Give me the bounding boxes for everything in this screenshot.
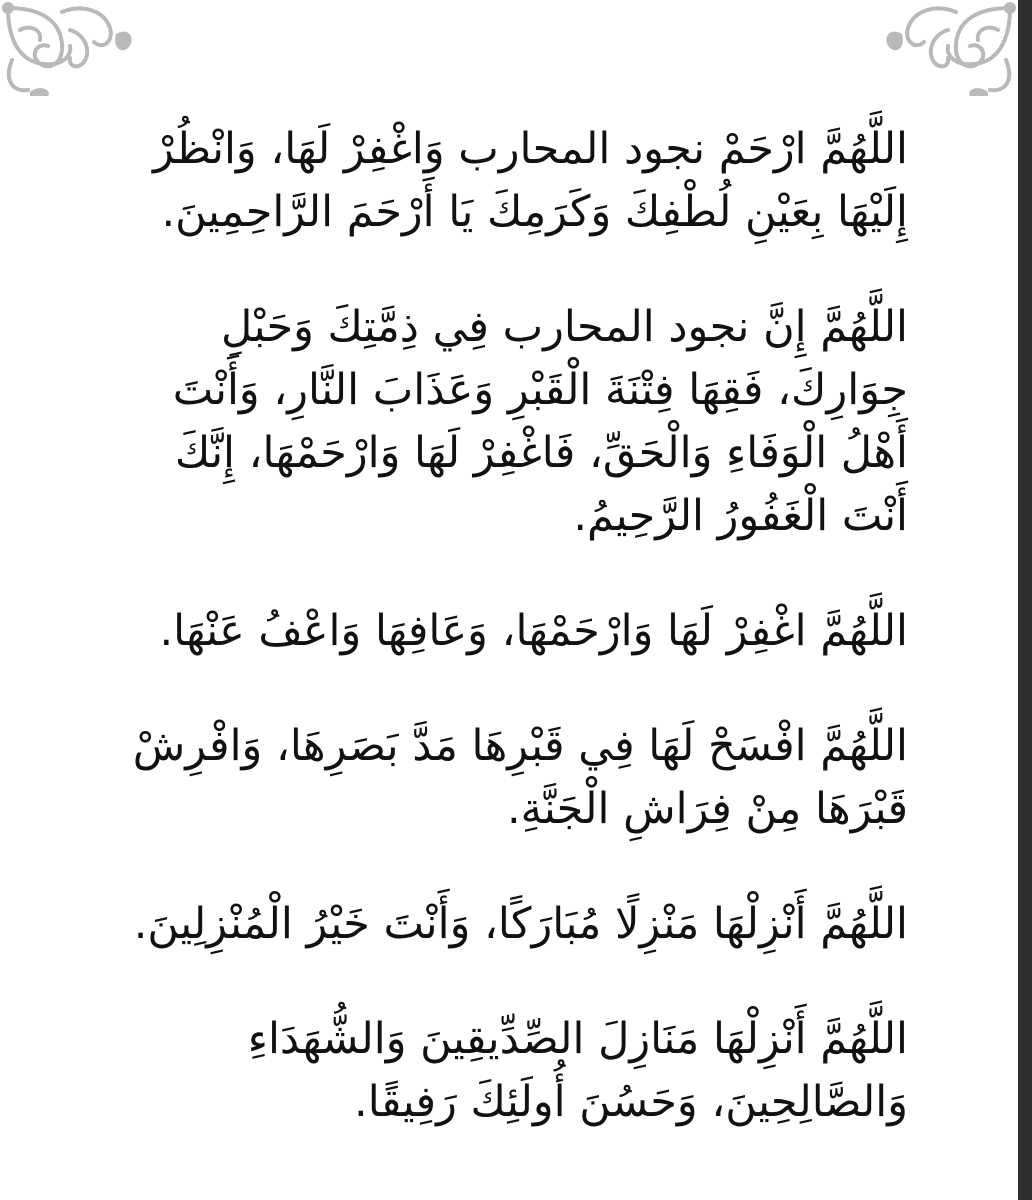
prayer-paragraph-2: اللَّهُمَّ إِنَّ نجود المحارب فِي ذِمَّتِكَ وَحَبْلِ جِوَارِكَ، فَقِهَا فِتْنَةَ الْقَبْرِ وَعَذَابَ النَّارِ، وَأَنْتَ أَهْلُ الْوَفَاءِ وَالْحَقِّ، فَاغْفِرْ لَهَا وَارْحَمْهَا، إِنَّكَ أَنْتَ الْغَفُورُ الرَّحِيمُ. <box>172 302 908 541</box>
page-frame-edge <box>1018 0 1032 1200</box>
prayer-paragraph-3: اللَّهُمَّ اغْفِرْ لَهَا وَارْحَمْهَا، وَعَافِهَا وَاعْفُ عَنْهَا. <box>159 606 908 656</box>
floral-corner-ornament-icon <box>0 0 140 96</box>
prayer-paragraph-5: اللَّهُمَّ أَنْزِلْهَا مَنْزِلًا مُبَارَكًا، وَأَنْتَ خَيْرُ الْمُنْزِلِينَ. <box>133 899 908 949</box>
floral-corner-ornament-icon <box>878 0 1018 96</box>
prayer-text-body <box>130 118 908 1186</box>
prayer-paragraph-4: اللَّهُمَّ افْسَحْ لَهَا فِي قَبْرِهَا مَدَّ بَصَرِهَا، وَافْرِشْ قَبْرَهَا مِنْ فِرَاشِ الْجَنَّةِ. <box>132 721 908 834</box>
prayer-paragraph-6: اللَّهُمَّ أَنْزِلْهَا مَنَازِلَ الصِّدِّيقِينَ وَالشُّهَدَاءِ وَالصَّالِحِينَ، وَحَسُنَ أُولَئِكَ رَفِيقًا. <box>247 1014 908 1127</box>
prayer-paragraph-1: اللَّهُمَّ ارْحَمْ نجود المحارب وَاغْفِرْ لَهَا، وَانْظُرْ إِلَيْهَا بِعَيْنِ لُطْفِكَ وَكَرَمِكَ يَا أَرْحَمَ الرَّاحِمِينَ. <box>153 124 908 237</box>
